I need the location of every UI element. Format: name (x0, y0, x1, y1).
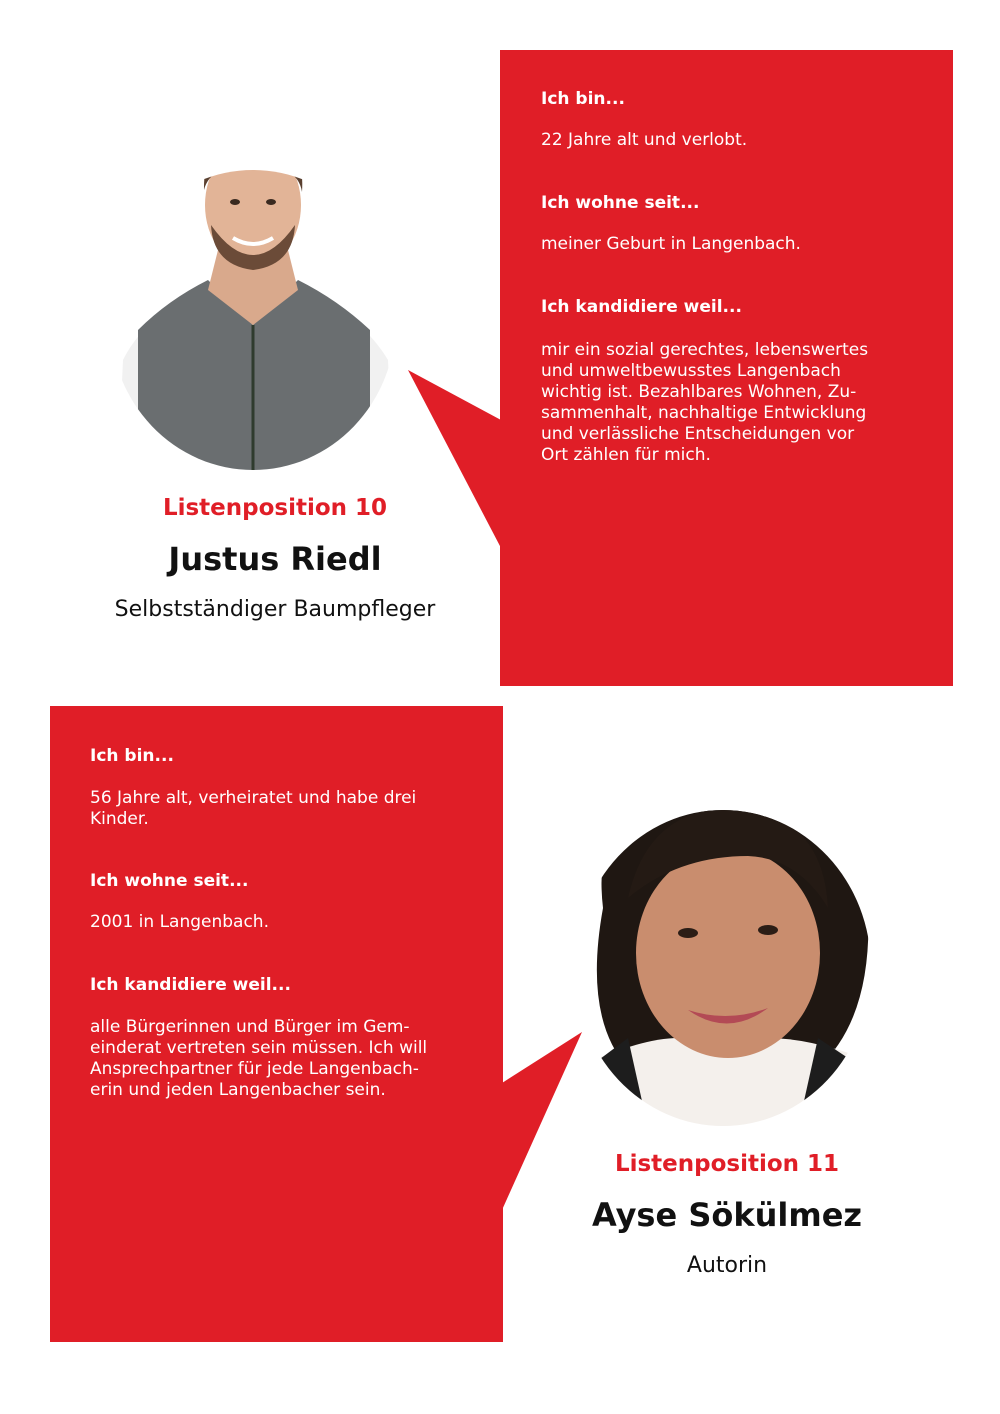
answer-line: sammenhalt, nachhaltige Entwicklung (541, 403, 867, 423)
question-ich-wohne-seit: Ich wohne seit... (541, 193, 700, 213)
question-ich-kandidiere: Ich kandidiere weil... (541, 297, 742, 317)
speech-tail-1 (408, 370, 501, 548)
candidate-job-2: Autorin (686, 1253, 768, 1278)
portrait-photo-woman (568, 738, 878, 1128)
candidate-name-2: Ayse Sökülmez (591, 1196, 863, 1234)
answer-line: Ort zählen für mich. (541, 445, 711, 465)
answer-line: erin und jeden Langenbacher sein. (90, 1080, 386, 1100)
question-ich-wohne-seit: Ich wohne seit... (90, 871, 249, 891)
answer-ich-wohne-seit: meiner Geburt in Langenbach. (541, 234, 801, 254)
answer-ich-bin: 22 Jahre alt und verlobt. (541, 130, 748, 150)
answer-ich-wohne-seit: 2001 in Langenbach. (90, 912, 269, 932)
answer-line: 56 Jahre alt, verheiratet und habe drei (90, 788, 417, 808)
answer-line: Kinder. (90, 809, 149, 829)
answer-ich-kandidiere (90, 1017, 427, 1101)
answer-ich-kandidiere (541, 340, 868, 466)
portrait-photo-man (108, 110, 398, 470)
answer-line: und umweltbewusstes Langenbach (541, 361, 841, 381)
answer-line: alle Bürgerinnen und Bürger im Gem- (90, 1017, 410, 1037)
answer-line: mir ein sozial gerechtes, lebenswertes (541, 340, 869, 360)
candidate-name-1: Justus Riedl (168, 540, 382, 578)
candidate-job-1: Selbstständiger Baumpfleger (114, 597, 436, 622)
question-ich-kandidiere: Ich kandidiere weil... (90, 975, 291, 995)
answer-ich-bin (90, 788, 416, 830)
list-position-1: Listenposition 10 (162, 495, 388, 521)
answer-line: Ansprechpartner für jede Langenbach- (90, 1059, 419, 1079)
answer-line: einderat vertreten sein müssen. Ich will (90, 1038, 428, 1058)
question-ich-bin: Ich bin... (90, 746, 174, 766)
answer-line: und verlässliche Entscheidungen vor (541, 424, 855, 444)
answer-line: wichtig ist. Bezahlbares Wohnen, Zu- (541, 382, 857, 402)
list-position-2: Listenposition 11 (614, 1151, 840, 1177)
question-ich-bin: Ich bin... (541, 89, 625, 109)
